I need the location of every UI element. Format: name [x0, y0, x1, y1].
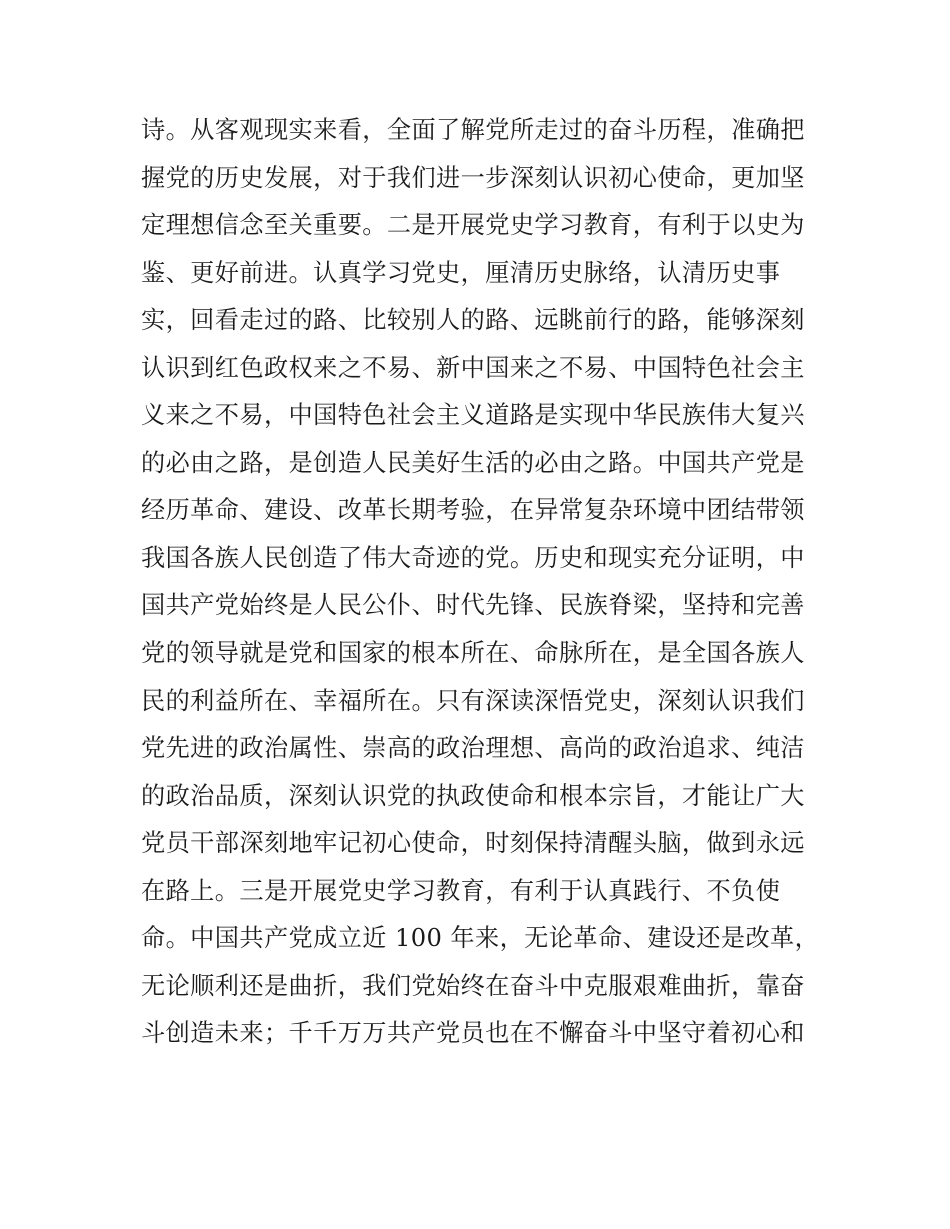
- text-line: 党先进的政治属性、崇高的政治理想、高尚的政治追求、纯洁: [141, 734, 805, 763]
- text-line: 无论顺利还是曲折，我们党始终在奋斗中克服艰难曲折，靠奋: [141, 971, 805, 1000]
- body-text: [141, 107, 821, 1058]
- text-line: 国共产党始终是人民公仆、时代先锋、民族脊梁，坚持和完善: [141, 591, 805, 620]
- text-line: 的必由之路，是创造人民美好生活的必由之路。中国共产党是: [141, 448, 805, 477]
- text-line: 定理想信念至关重要。二是开展党史学习教育，有利于以史为: [141, 211, 805, 240]
- text-line: 认识到红色政权来之不易、新中国来之不易、中国特色社会主: [141, 353, 805, 382]
- text-line: 诗。从客观现实来看，全面了解党所走过的奋斗历程，准确把: [141, 116, 805, 144]
- text-line: 在路上。三是开展党史学习教育，有利于认真践行、不负使: [141, 876, 781, 905]
- text-line: 实，回看走过的路、比较别人的路、远眺前行的路，能够深刻: [141, 306, 805, 335]
- text-line: 的政治品质，深刻认识党的执政使命和根本宗旨，才能让广大: [141, 781, 805, 810]
- text-line: 鉴、更好前进。认真学习党史，厘清历史脉络，认清历史事: [141, 258, 781, 287]
- text-line: 党的领导就是党和国家的根本所在、命脉所在，是全国各族人: [141, 639, 805, 668]
- text-line: 党员干部深刻地牢记初心使命，时刻保持清醒头脑，做到永远: [141, 829, 805, 858]
- text-line: 义来之不易，中国特色社会主义道路是实现中华民族伟大复兴: [141, 401, 805, 430]
- text-line: 斗创造未来；千千万万共产党员也在不懈奋斗中坚守着初心和: [141, 1019, 805, 1048]
- text-line: 我国各族人民创造了伟大奇迹的党。历史和现实充分证明，中: [141, 543, 805, 572]
- text-line: 经历革命、建设、改革长期考验，在异常复杂环境中团结带领: [141, 496, 805, 525]
- text-line: 民的利益所在、幸福所在。只有深读深悟党史，深刻认识我们: [141, 686, 805, 715]
- text-line: 握党的历史发展，对于我们进一步深刻认识初心使命，更加坚: [141, 163, 805, 192]
- text-line: 命。中国共产党成立近 100 年来，无论革命、建设还是改革，: [141, 924, 820, 953]
